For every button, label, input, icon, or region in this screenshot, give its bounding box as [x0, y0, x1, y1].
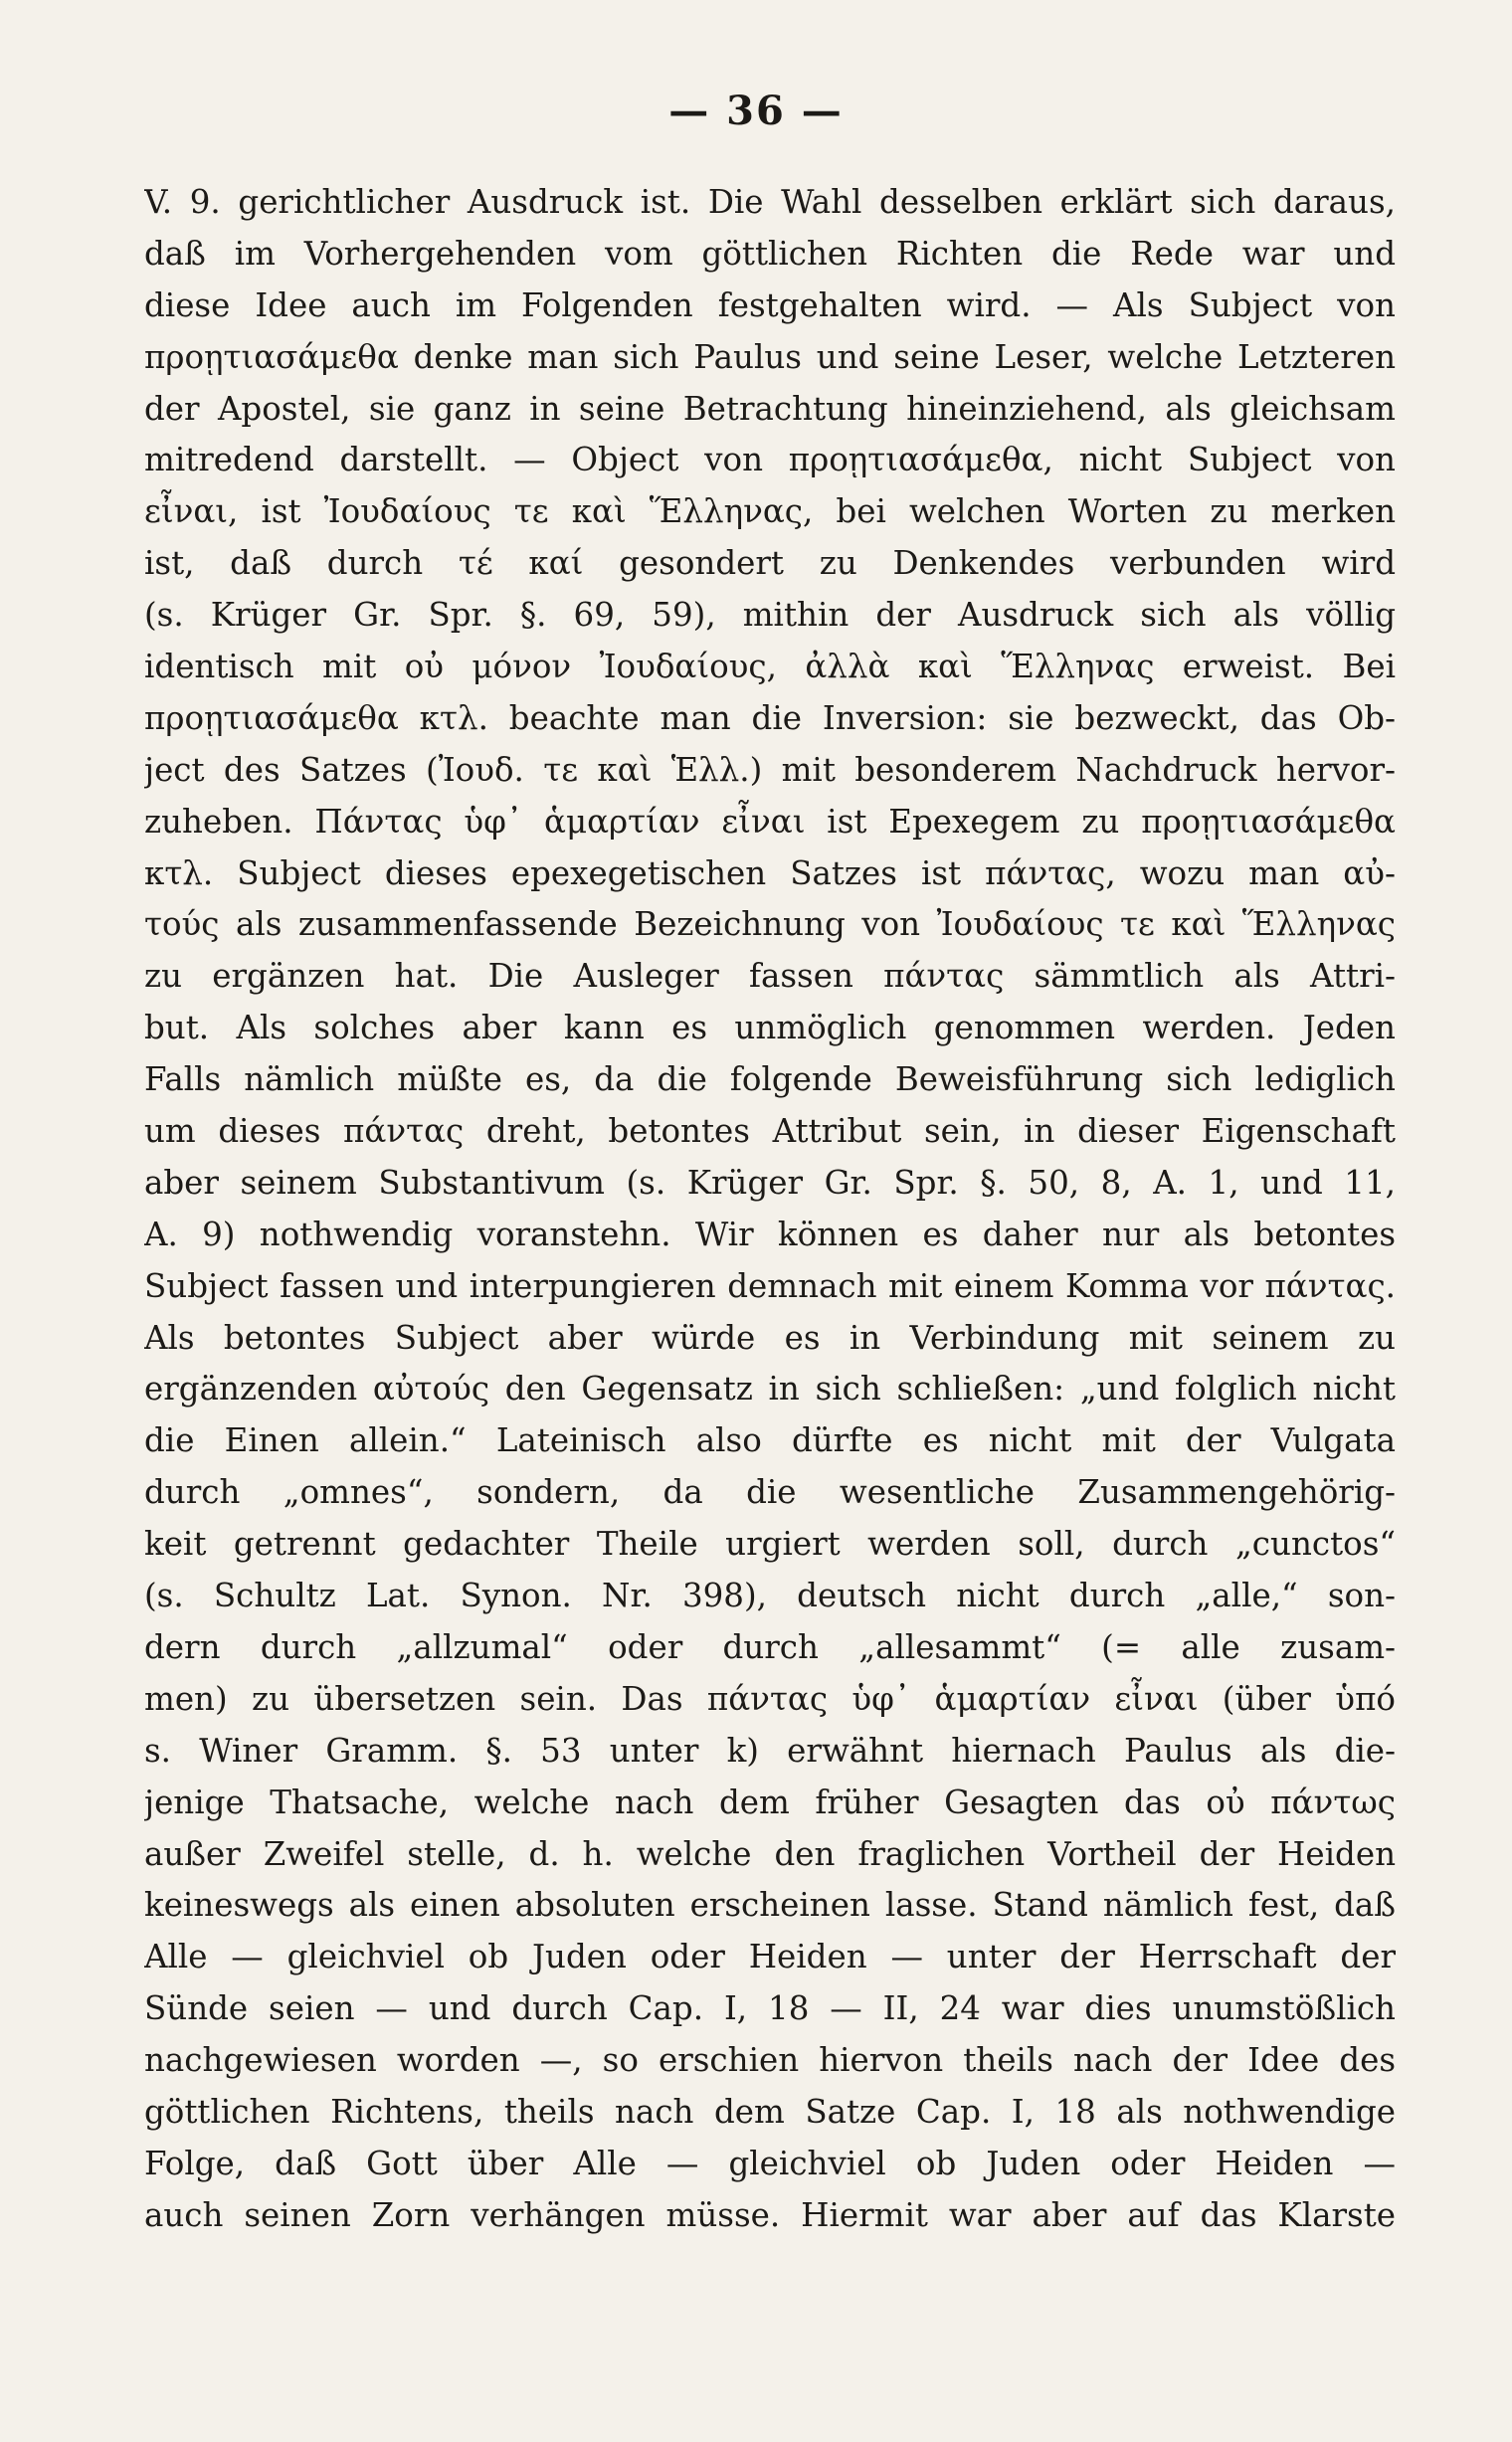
text-line: V. 9. gerichtlicher Ausdruck ist. Die Wahl desselben erklärt sich daraus, [144, 183, 1396, 221]
text-line: um dieses πάντας dreht, betontes Attribut sein, in dieser Eigenschaft [144, 1112, 1396, 1151]
text-line: außer Zweifel stelle, d. h. welche den fraglichen Vortheil der Heiden [144, 1834, 1396, 1873]
text-line: keineswegs als einen absoluten erscheinen lasse. Stand nämlich fest, daß [144, 1886, 1396, 1925]
text-line: Falls nämlich müßte es, da die folgende Beweisführung sich lediglich [144, 1060, 1396, 1099]
text-line: τούς als zusammenfassende Bezeichnung von Ἰουδαίους τε καὶ Ἕλληνας [144, 905, 1396, 944]
text-line: (s. Schultz Lat. Synon. Nr. 398), deutsch nicht durch „alle,“ son- [144, 1577, 1396, 1615]
text-line: but. Als solches aber kann es unmöglich genommen werden. Jeden [144, 1009, 1396, 1047]
text-line: die Einen allein.“ Lateinisch also dürfte es nicht mit der Vulgata [144, 1421, 1396, 1460]
text-line: Alle — gleichviel ob Juden oder Heiden — unter der Herrschaft der [144, 1938, 1396, 1976]
text-line: κτλ. Subject dieses epexegetischen Satzes ist πάντας, wozu man αὐ- [144, 853, 1396, 892]
body-text [144, 177, 1396, 2242]
text-line: Folge, daß Gott über Alle — gleichviel ob Juden oder Heiden — [144, 2144, 1396, 2182]
text-line: (s. Krüger Gr. Spr. §. 69, 59), mithin der Ausdruck sich als völlig [144, 596, 1396, 635]
text-line: προῃτιασάμεθα κτλ. beachte man die Inversion: sie bezweckt, das Ob- [144, 698, 1396, 737]
text-line: Als betontes Subject aber würde es in Verbindung mit seinem zu [144, 1318, 1396, 1357]
text-line: ject des Satzes (Ἰουδ. τε καὶ Ἑλλ.) mit besonderem Nachdruck hervor- [144, 750, 1396, 789]
text-line: durch „omnes“, sondern, da die wesentliche Zusammengehörig- [144, 1473, 1396, 1512]
text-line: Sünde seien — und durch Cap. I, 18 — II, 24 war dies unumstößlich [144, 1989, 1396, 2028]
text-line: aber seinem Substantivum (s. Krüger Gr. Spr. §. 50, 8, A. 1, und 11, [144, 1163, 1396, 1202]
text-line: keit getrennt gedachter Theile urgiert werden soll, durch „cunctos“ [144, 1525, 1396, 1564]
text-line: ist, daß durch τέ καί gesondert zu Denkendes verbunden wird [144, 544, 1396, 583]
text-line: Subject fassen und interpungieren demnach mit einem Komma vor πάντας. [144, 1266, 1396, 1305]
text-line: identisch mit οὐ μόνον Ἰουδαίους, ἀλλὰ καὶ Ἕλληνας erweist. Bei [144, 648, 1396, 686]
text-line: jenige Thatsache, welche nach dem früher Gesagten das οὐ πάντως [144, 1783, 1396, 1821]
text-line: ergänzenden αὐτούς den Gegensatz in sich schließen: „und folglich nicht [144, 1370, 1396, 1409]
text-line: A. 9) nothwendig voranstehn. Wir können es daher nur als betontes [144, 1215, 1396, 1253]
text-line: diese Idee auch im Folgenden festgehalten wird. — Als Subject von [144, 285, 1396, 324]
text-line: göttlichen Richtens, theils nach dem Satze Cap. I, 18 als nothwendige [144, 2092, 1396, 2131]
text-line: zu ergänzen hat. Die Ausleger fassen πάντας sämmtlich als Attri- [144, 957, 1396, 996]
text-line: der Apostel, sie ganz in seine Betrachtung hineinziehend, als gleichsam [144, 389, 1396, 428]
text-line: daß im Vorhergehenden vom göttlichen Richten die Rede war und [144, 234, 1396, 273]
text-line: men) zu übersetzen sein. Das πάντας ὑφ᾽ ἁμαρτίαν εἶναι (über ὑπό [144, 1679, 1396, 1718]
text-line: dern durch „allzumal“ oder durch „allesammt“ (= alle zusam- [144, 1627, 1396, 1666]
text-line: προῃτιασάμεθα denke man sich Paulus und seine Leser, welche Letzteren [144, 337, 1396, 376]
page-number: — 36 — [668, 88, 844, 134]
text-line: mitredend darstellt. — Object von προῃτιασάμεθα, nicht Subject von [144, 441, 1396, 479]
text-line: εἶναι, ist Ἰουδαίους τε καὶ Ἕλληνας, bei welchen Worten zu merken [144, 492, 1396, 531]
text-line: zuheben. Πάντας ὑφ᾽ ἁμαρτίαν εἶναι ist Epexegem zu προῃτιασάμεθα [144, 802, 1396, 841]
text-line: s. Winer Gramm. §. 53 unter k) erwähnt hiernach Paulus als die- [144, 1731, 1396, 1770]
text-line: nachgewiesen worden —, so erschien hiervon theils nach der Idee des [144, 2041, 1396, 2080]
text-line: auch seinen Zorn verhängen müsse. Hiermit war aber auf das Klarste [144, 2195, 1396, 2234]
